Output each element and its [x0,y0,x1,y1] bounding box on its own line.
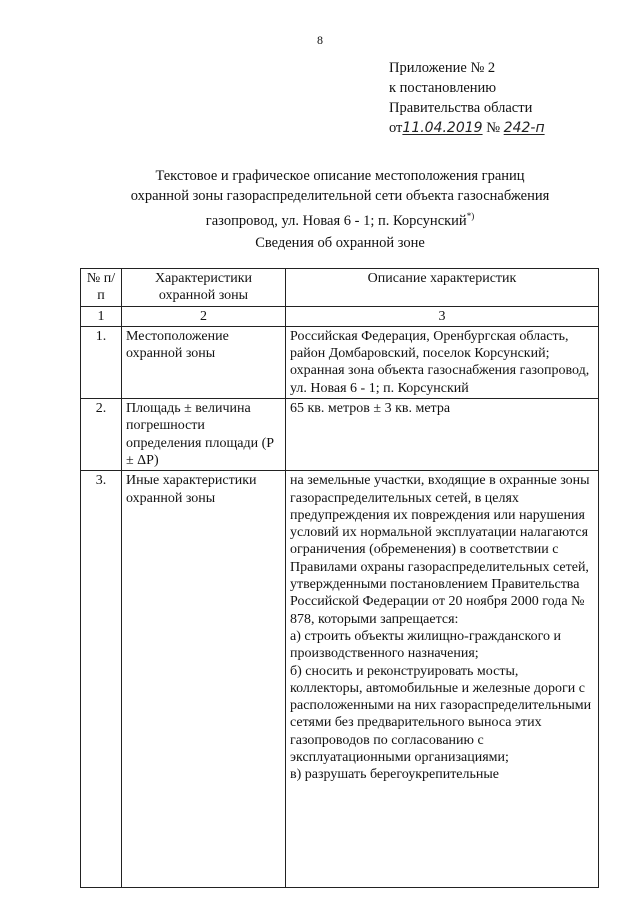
row-characteristic: Местоположение охранной зоны [122,326,286,398]
appendix-line-1: Приложение № 2 [389,60,496,76]
table-row [81,471,599,888]
heading-line-3-text: газопровод, ул. Новая 6 - 1; п. Корсунский [205,212,467,229]
table-row [81,399,599,471]
zone-table [80,268,599,888]
appendix-block [389,58,545,138]
row-number: 3. [81,471,122,888]
table-row [81,326,599,398]
appendix-line-2: к постановлению [389,80,497,96]
section-title: Сведения об охранной зоне [255,235,425,251]
appendix-line-3: Правительства области [389,100,533,116]
date-prefix: от [389,120,403,136]
handwritten-date: 11.04.2019 [402,120,483,136]
header-num: № п/п [81,269,122,307]
row-description [286,471,599,888]
column-number-row [81,306,599,326]
row-number: 1. [81,326,122,398]
heading-line-2: охранной зоны газораспределительной сети объекта газоснабжения [130,188,550,204]
appendix-date-line [389,118,545,138]
column-number-3: 3 [286,306,599,326]
row-description: Российская Федерация, Оренбургская область, район Домбаровский, поселок Корсунский; охранная зона объекта газоснабжения газопровод, ул. Новая 6 - 1; п. Корсунский [286,326,599,398]
table-header-row [81,269,599,307]
header-characteristic: Характеристики охранной зоны [122,269,286,307]
column-number-2: 2 [122,306,286,326]
restriction-item-a: а) строить объекты жилищно-гражданского и производственного назначения; [290,628,561,662]
row-characteristic: Площадь ± величина погрешности определения площади (P ± ΔP) [122,399,286,471]
number-prefix: № [486,120,501,136]
row-number: 2. [81,399,122,471]
row-description: 65 кв. метров ± 3 кв. метра [286,399,599,471]
heading-line-1: Текстовое и графическое описание местоположения границ [155,168,525,184]
column-number-1: 1 [81,306,122,326]
row-characteristic: Иные характеристики охранной зоны [122,471,286,888]
footnote-mark: *) [466,211,475,221]
heading-line-3 [60,206,620,231]
restrictions-intro: на земельные участки, входящие в охранные зоны газораспределительных сетей, в целях предупреждения их повреждения или нарушения условий их нормальной эксплуатации налагаются ограничения (обременения) в соответствии с Правилами охраны газораспределительных сетей, утвержденными постановлением Правительства Российской Федерации от 20 ноября 2000 года № 878, которыми запрещается: [290,473,590,627]
handwritten-number: 242-п [503,120,545,136]
header-description: Описание характеристик [286,269,599,307]
document-heading [60,166,620,231]
restriction-item-b: б) сносить и реконструировать мосты, коллекторы, автомобильные и железные дороги с расположенными на них газораспределительными сетями без предварительного выноса этих газопроводов по согласованию с эксплуатационными организациями; [290,663,592,766]
page-number: 8 [317,33,323,47]
restriction-item-c: в) разрушать берегоукрепительные [290,767,500,783]
